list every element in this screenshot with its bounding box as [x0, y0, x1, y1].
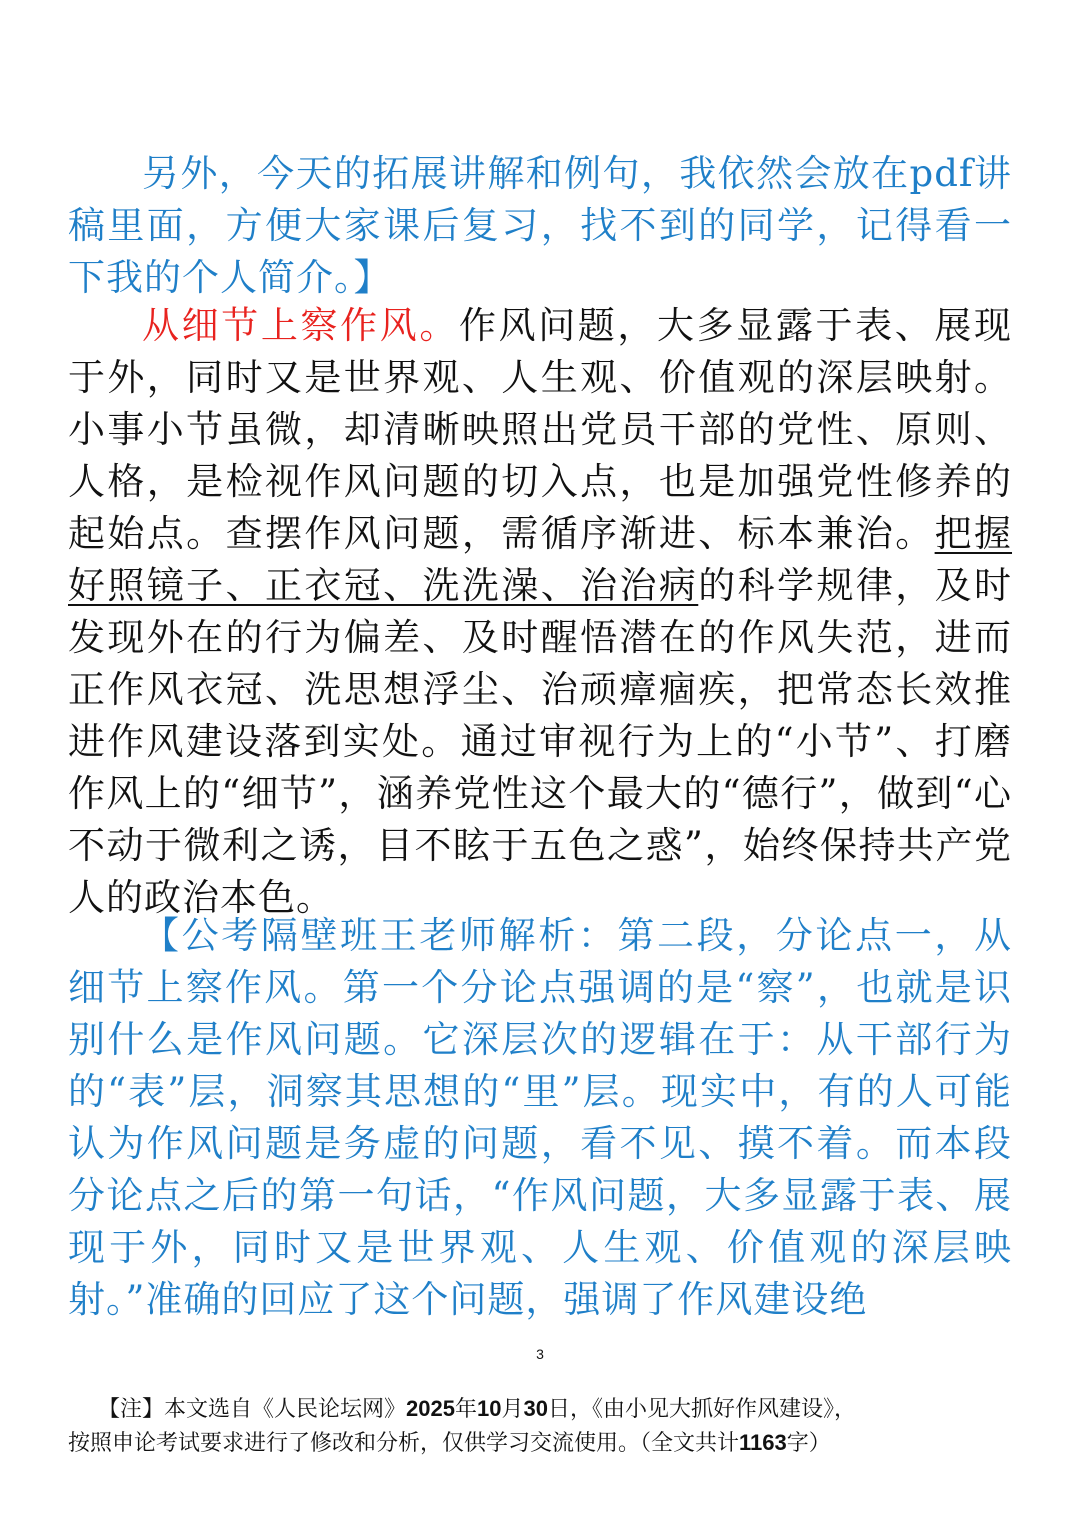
- note-year: 2025: [406, 1396, 455, 1421]
- note-year-unit: 年: [454, 1397, 477, 1422]
- body-paragraph: [68, 300, 1012, 924]
- body-text-part-a: 作风问题，大多显露于表、展现于外，同时又是世界观、人生观、价值观的深层映射。小事小节虽微，却清晰映照出党员干部的党性、原则、人格，是检视作风问题的切入点，也是加强党性修养的起始点。查摆作风问题，需循序渐进、标本兼治。: [68, 304, 1012, 555]
- note-day: 30: [523, 1396, 548, 1421]
- sub-argument-heading: 从细节上察作风。: [142, 304, 459, 347]
- commentary-paragraph-continued: [68, 148, 1012, 304]
- commentary-paragraph: [68, 910, 1012, 1326]
- page-number: 3: [536, 1346, 544, 1362]
- note-line2-a: 按照申论考试要求进行了修改和分析，仅供学习交流使用。（全文共计: [68, 1431, 740, 1456]
- underlined-phrase: 把握好照镜子、正衣冠、洗洗澡、治治病: [68, 512, 1013, 607]
- commentary-text-1: 另外，今天的拓展讲解和例句，我依然会放在pdf讲稿里面，方便大家课后复习，找不到的同学，记得看一下我的个人简介。】: [68, 152, 1012, 299]
- note-month-unit: 月: [501, 1397, 524, 1422]
- note-word-count: 1163: [739, 1430, 787, 1455]
- footnote: [68, 1392, 1028, 1460]
- note-day-unit: 日，《由小见大抓好作风建设》，: [547, 1397, 856, 1422]
- note-prefix: 【注】本文选自《人民论坛网》: [98, 1397, 407, 1422]
- note-month: 10: [476, 1396, 502, 1421]
- body-text-part-b: 的科学规律，及时发现外在的行为偏差、及时醒悟潜在的作风失范，进而正作风衣冠、洗思想浮尘、治顽瘴痼疾，把常态长效推进作风建设落到实处。通过审视行为上的“小节”、打磨作风上的“细节”，涵养党性这个最大的“德行”，做到“心不动于微利之诱，目不眩于五色之惑”，始终保持共产党人的政治本色。: [68, 564, 1013, 919]
- commentary-text-2: 【公考隔壁班王老师解析：第二段，分论点一，从细节上察作风。第一个分论点强调的是“察”，也就是识别什么是作风问题。它深层次的逻辑在于：从干部行为的“表”层，洞察其思想的“里”层。现实中，有的人可能认为作风问题是务虚的问题，看不见、摸不着。而本段分论点之后的第一句话，“作风问题，大多显露于表、展现于外，同时又是世界观、人生观、价值观的深层映射。”准确的回应了这个问题，强调了作风建设绝: [68, 914, 1012, 1321]
- note-line2-b: 字）: [786, 1431, 831, 1456]
